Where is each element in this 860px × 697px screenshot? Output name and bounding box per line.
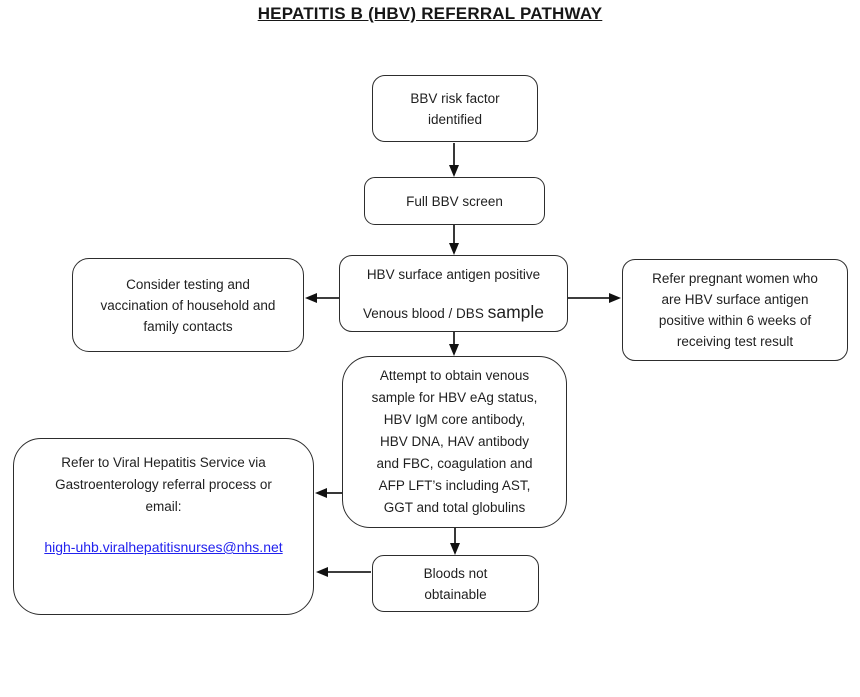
node-hbv-surface-antigen-positive xyxy=(339,255,568,332)
node-text-line: family contacts xyxy=(143,318,233,334)
node-text-line: Attempt to obtain venous xyxy=(379,368,530,383)
node-text-line: Bloods not xyxy=(423,565,488,581)
sample-text: sample xyxy=(487,301,545,322)
node-refer-viral-hepatitis-service xyxy=(13,438,314,615)
viral-hepatitis-email-link[interactable]: high-uhb.viralhepatitisnurses@nhs.net xyxy=(44,539,283,555)
page-title: HEPATITIS B (HBV) REFERRAL PATHWAY xyxy=(257,4,603,23)
node-text-line: identified xyxy=(427,111,483,127)
node-bbv-risk-factor xyxy=(372,75,538,142)
arrow-venous-to-refer xyxy=(315,488,342,498)
arrow-risk-to-screen xyxy=(449,143,459,177)
arrow-screen-to-positive xyxy=(449,225,459,255)
node-text-line: HBV surface antigen positive xyxy=(366,266,541,282)
node-text-line: HBV DNA, HAV antibody xyxy=(379,434,530,449)
arrow-positive-to-venous xyxy=(449,332,459,356)
node-text-line: Refer pregnant women who xyxy=(652,271,818,286)
arrow-positive-to-household xyxy=(305,293,339,303)
node-text-line: HBV IgM core antibody, xyxy=(383,412,526,427)
node-text-line: sample for HBV eAg status, xyxy=(371,390,538,405)
arrow-positive-to-pregnant xyxy=(568,293,621,303)
node-text-line: vaccination of household and xyxy=(100,297,276,313)
node-text-line: AFP LFT’s including AST, xyxy=(378,478,531,493)
node-text-line: Refer to Viral Hepatitis Service via xyxy=(61,455,266,470)
node-bloods-not-obtainable xyxy=(372,555,539,612)
arrow-bloods-to-refer xyxy=(316,567,371,577)
node-text-line: BBV risk factor xyxy=(410,90,500,106)
node-text-line: obtainable xyxy=(424,586,487,602)
node-attempt-venous-sample xyxy=(342,356,567,528)
venous-blood-dbs-text: Venous blood / DBS xyxy=(362,305,484,321)
node-text-line: Full BBV screen xyxy=(406,193,503,209)
node-household-contacts xyxy=(72,258,304,352)
node-text-line: receiving test result xyxy=(676,334,794,349)
node-text-line: positive within 6 weeks of xyxy=(658,313,812,328)
node-text-line: email: xyxy=(145,499,182,514)
arrow-venous-to-bloods xyxy=(450,528,460,555)
node-text-line: and FBC, coagulation and xyxy=(376,456,533,471)
node-text-line: GGT and total globulins xyxy=(383,500,526,515)
node-text-line: Gastroenterology referral process or xyxy=(55,477,272,492)
node-refer-pregnant-women xyxy=(622,259,848,361)
node-full-bbv-screen xyxy=(364,177,545,225)
node-text-line: are HBV surface antigen xyxy=(661,292,809,307)
node-text-line: Consider testing and xyxy=(126,276,250,292)
node-text-line xyxy=(348,302,559,324)
